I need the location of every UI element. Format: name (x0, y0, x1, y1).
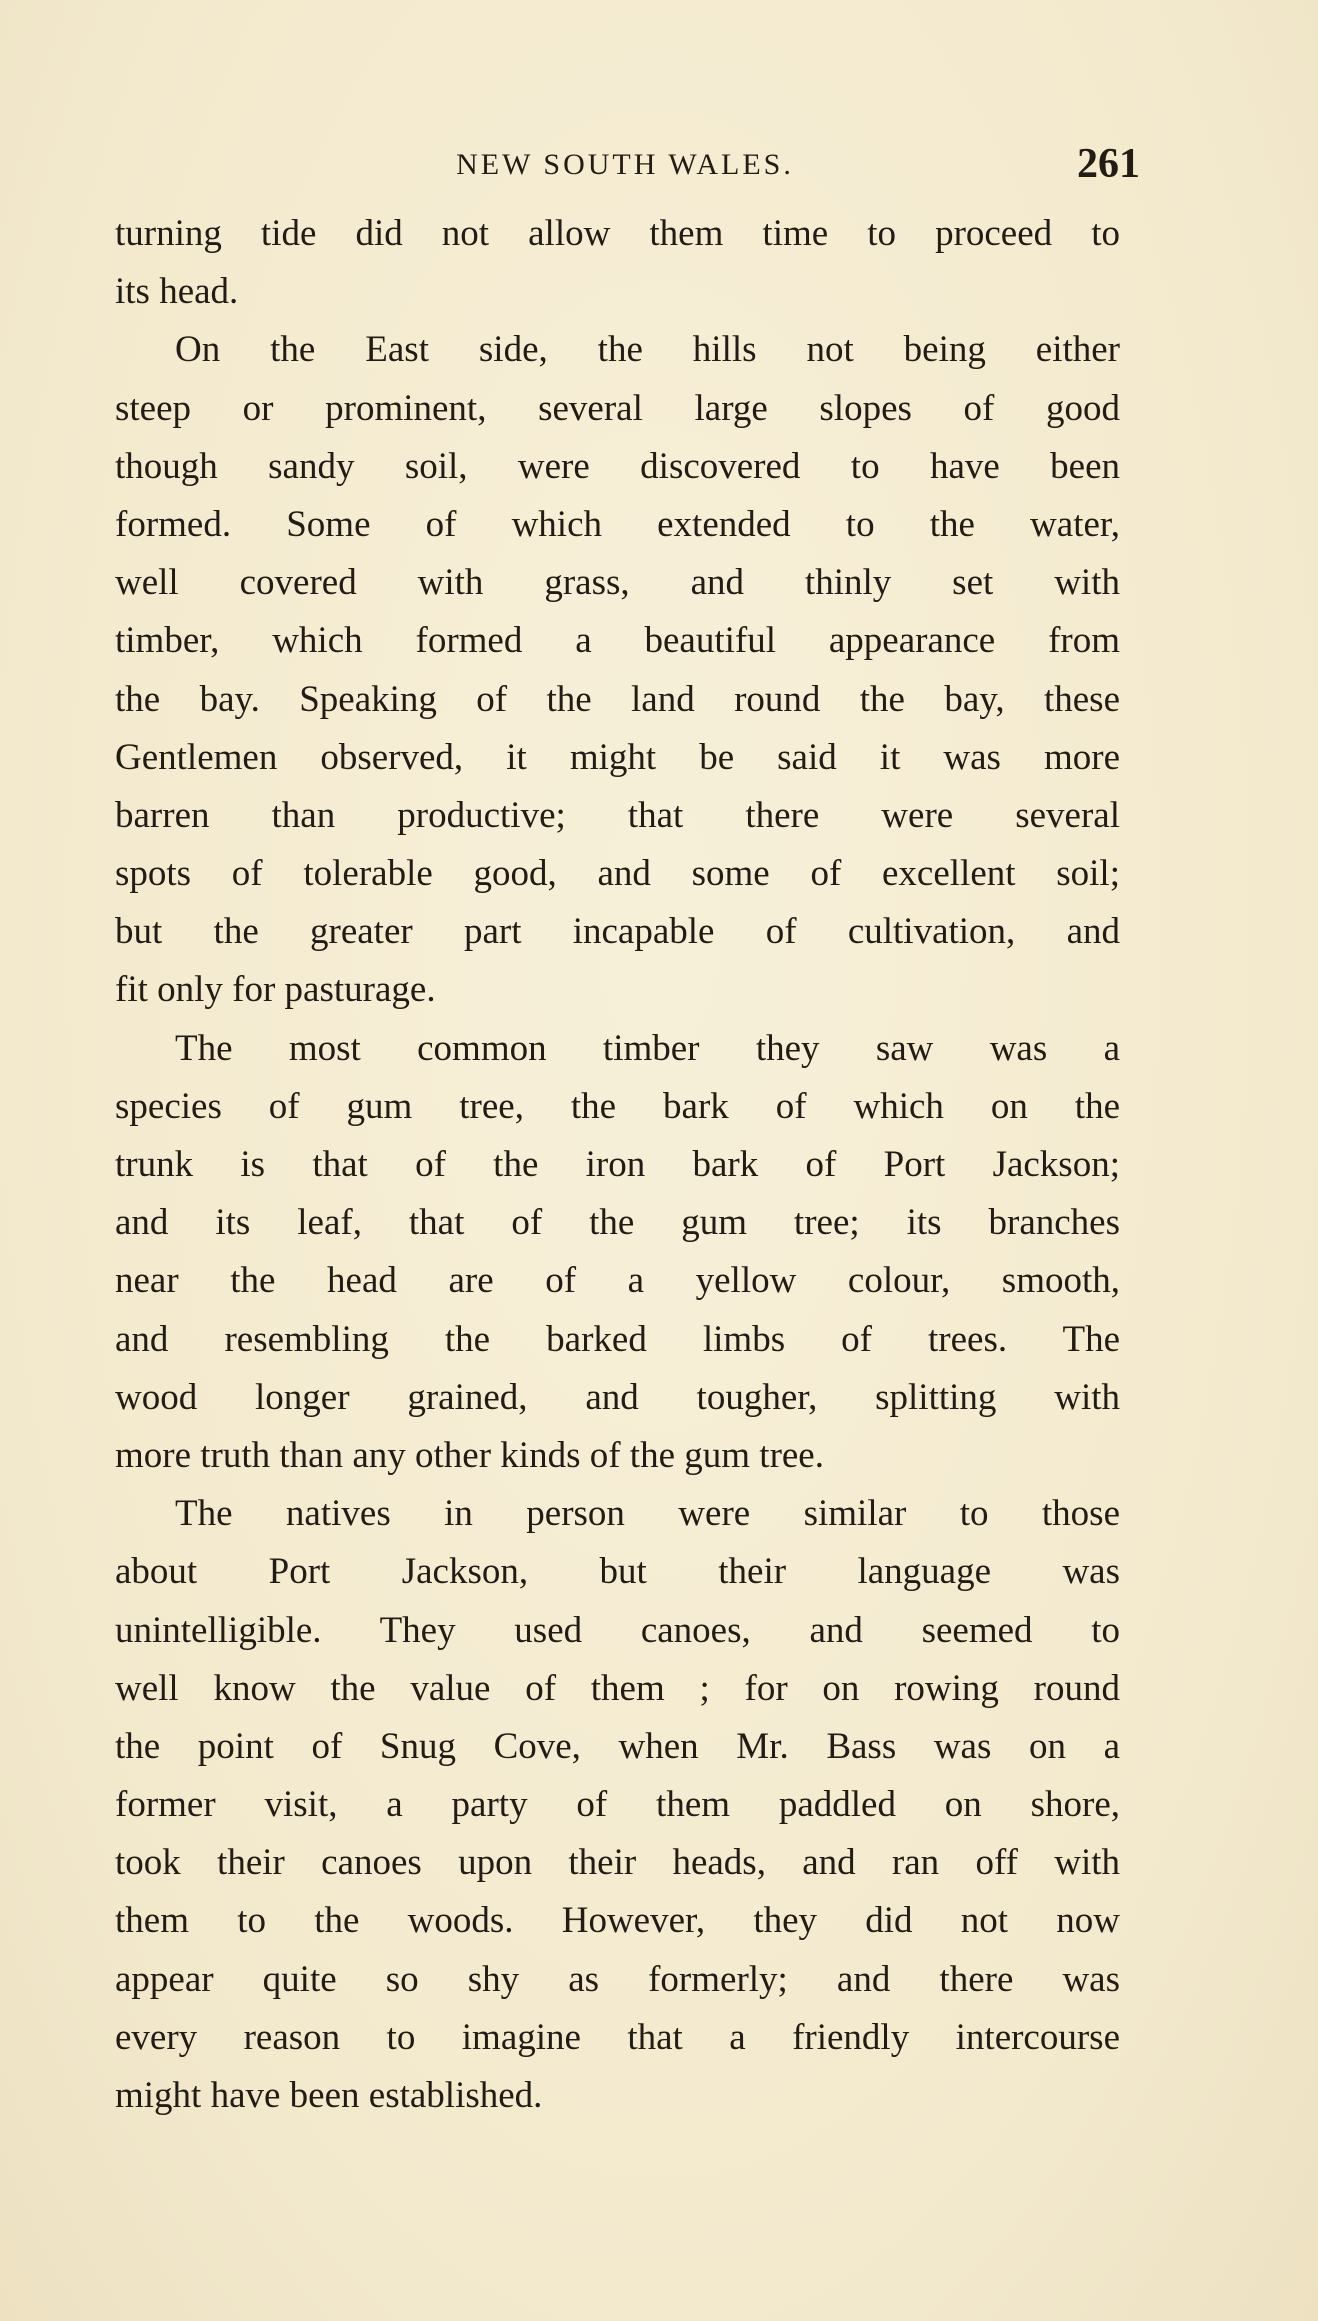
text-line: Gentlemen observed, it might be said it was more (115, 736, 1120, 778)
text-line: might have been established. (115, 2075, 543, 2116)
text-line: fit only for pasturage. (115, 969, 436, 1011)
text-line: trunk is that of the iron bark of Port Jackson; (115, 1144, 1120, 1185)
text-line: its head. (115, 271, 239, 313)
text-line: took their canoes upon their heads, and ran off with (115, 1842, 1120, 1884)
text-line: former visit, a party of them paddled on shore, (115, 1784, 1120, 1826)
text-line: turning tide did not allow them time to proceed to (115, 213, 1120, 254)
body-text (115, 205, 1120, 2125)
text-line: barren than productive; that there were several (115, 794, 1120, 836)
text-line: well covered with grass, and thinly set with (115, 562, 1120, 604)
text-line: and resembling the barked limbs of trees. The (115, 1318, 1120, 1360)
text-line: formed. Some of which extended to the water, (115, 503, 1120, 545)
text-line: near the head are of a yellow colour, smooth, (115, 1260, 1120, 1302)
text-line: but the greater part incapable of cultivation, and (115, 911, 1120, 953)
text-line: and its leaf, that of the gum tree; its branches (115, 1202, 1120, 1244)
text-line: The natives in person were similar to those (175, 1493, 1120, 1535)
text-line: timber, which formed a beautiful appearance from (115, 620, 1120, 662)
page-header (110, 140, 1140, 200)
text-line: them to the woods. However, they did not now (115, 1900, 1120, 1942)
text-line: every reason to imagine that a friendly intercourse (115, 2016, 1120, 2058)
text-line: species of gum tree, the bark of which on the (115, 1085, 1120, 1127)
text-line: more truth than any other kinds of the gum tree. (115, 1434, 824, 1476)
text-line: steep or prominent, several large slopes of good (115, 387, 1120, 429)
text-line: appear quite so shy as formerly; and there was (115, 1958, 1120, 2000)
text-line: about Port Jackson, but their language was (115, 1551, 1120, 1593)
text-line: wood longer grained, and tougher, splitting with (115, 1376, 1120, 1418)
text-line: the bay. Speaking of the land round the bay, these (115, 678, 1120, 720)
text-line: On the East side, the hills not being either (175, 329, 1120, 371)
text-line: the point of Snug Cove, when Mr. Bass was on a (115, 1725, 1120, 1767)
text-line: unintelligible. They used canoes, and seemed to (115, 1609, 1120, 1651)
text-line: though sandy soil, were discovered to have been (115, 445, 1120, 487)
text-line: The most common timber they saw was a (175, 1027, 1120, 1069)
text-line: well know the value of them ; for on rowing round (115, 1667, 1120, 1709)
text-line: spots of tolerable good, and some of excellent soil; (115, 853, 1120, 895)
page-number: 261 (1077, 141, 1140, 187)
running-head: NEW SOUTH WALES. (456, 148, 794, 181)
